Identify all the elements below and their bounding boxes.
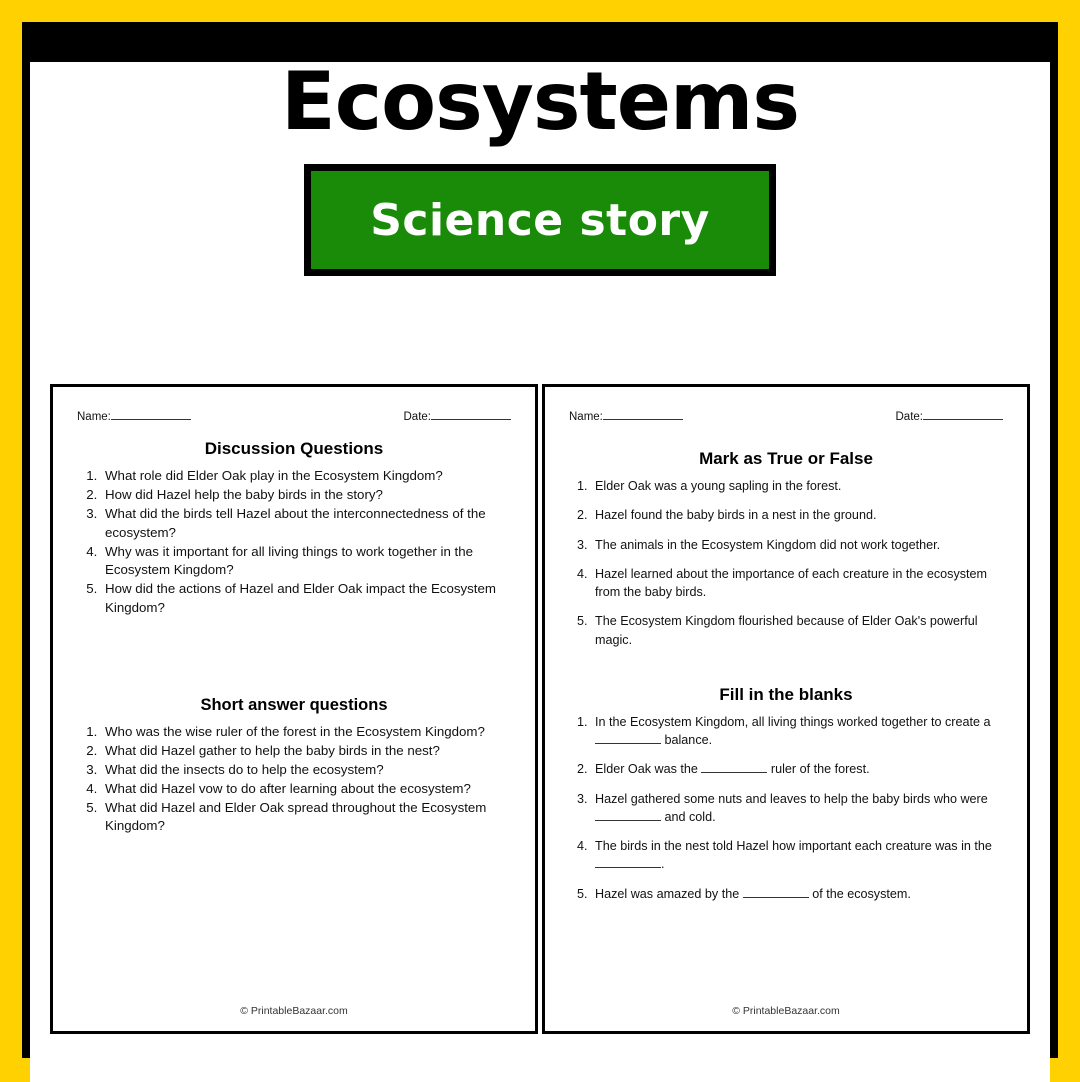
list-item: 4. Hazel learned about the importance of each creature in the ecosystem from the baby birds. — [591, 565, 1009, 602]
section-title-fill-blanks: Fill in the blanks — [719, 684, 853, 704]
list-item: 2. How did Hazel help the baby birds in the story? — [101, 486, 517, 505]
date-label-left: Date: — [403, 411, 431, 423]
list-item: 1. In the Ecosystem Kingdom, all living things worked together to create a balance. — [591, 713, 1009, 750]
worksheet-left — [50, 384, 538, 1034]
name-label-left: Name: — [77, 411, 111, 423]
answer-blank[interactable] — [595, 743, 661, 744]
name-blank-right — [603, 419, 683, 420]
list-item: 2. Elder Oak was the ruler of the forest. — [591, 760, 1009, 778]
list-item: 1. Elder Oak was a young sapling in the forest. — [591, 477, 1009, 495]
list-item: 1. Who was the wise ruler of the forest in the Ecosystem Kingdom? — [101, 723, 517, 742]
list-item: 4. The birds in the nest told Hazel how important each creature was in the . — [591, 837, 1009, 874]
date-field-left[interactable] — [404, 411, 512, 423]
list-item: 2. What did Hazel gather to help the baby birds in the nest? — [101, 742, 517, 761]
date-blank-left — [431, 419, 511, 420]
list-item: 3. What did the birds tell Hazel about the interconnectedness of the ecosystem? — [101, 505, 517, 543]
list-item: 2. Hazel found the baby birds in a nest in the ground. — [591, 506, 1009, 524]
list-item: 3. What did the insects do to help the ecosystem? — [101, 761, 517, 780]
date-label-right: Date: — [895, 411, 923, 423]
name-field-right[interactable] — [569, 411, 683, 423]
true-false-list — [563, 477, 1009, 649]
footer-credit-left: © PrintableBazaar.com — [240, 1005, 348, 1017]
footer-credit-right: © PrintableBazaar.com — [732, 1005, 840, 1017]
section-title-true-false: Mark as True or False — [699, 449, 873, 468]
list-item: 5. What did Hazel and Elder Oak spread throughout the Ecosystem Kingdom? — [101, 799, 517, 837]
list-item: 5. How did the actions of Hazel and Elder Oak impact the Ecosystem Kingdom? — [101, 580, 517, 618]
answer-blank[interactable] — [595, 867, 661, 868]
name-date-row-left — [71, 411, 517, 423]
poster-page — [30, 55, 1050, 1082]
short-answer-questions-list — [71, 723, 517, 836]
page-title: Ecosystems — [281, 55, 799, 148]
subtitle-text: Science story — [311, 171, 769, 269]
name-date-row-right — [563, 411, 1009, 423]
list-item: 4. Why was it important for all living things to work together in the Ecosystem Kingdom? — [101, 543, 517, 581]
list-item: 3. The animals in the Ecosystem Kingdom did not work together. — [591, 536, 1009, 554]
discussion-questions-list — [71, 467, 517, 618]
name-label-right: Name: — [569, 411, 603, 423]
list-item: 1. What role did Elder Oak play in the Ecosystem Kingdom? — [101, 467, 517, 486]
name-field-left[interactable] — [77, 411, 191, 423]
answer-blank[interactable] — [701, 772, 767, 773]
section-title-discussion: Discussion Questions — [204, 439, 384, 458]
list-item: 5. The Ecosystem Kingdom flourished because of Elder Oak's powerful magic. — [591, 612, 1009, 649]
name-blank-left — [111, 419, 191, 420]
answer-blank[interactable] — [595, 820, 661, 821]
list-item: 5. Hazel was amazed by the of the ecosystem. — [591, 885, 1009, 903]
date-field-right[interactable] — [896, 411, 1004, 423]
poster-frame — [22, 22, 1058, 1058]
answer-blank[interactable] — [743, 897, 809, 898]
section-title-short-answer: Short answer questions — [200, 696, 388, 714]
subtitle-banner — [304, 164, 776, 276]
date-blank-right — [923, 419, 1003, 420]
list-item: 3. Hazel gathered some nuts and leaves to help the baby birds who were and cold. — [591, 790, 1009, 827]
list-item: 4. What did Hazel vow to do after learning about the ecosystem? — [101, 780, 517, 799]
worksheet-right — [542, 384, 1030, 1034]
fill-in-the-blanks-list — [563, 713, 1009, 903]
worksheet-row — [50, 384, 1030, 1034]
